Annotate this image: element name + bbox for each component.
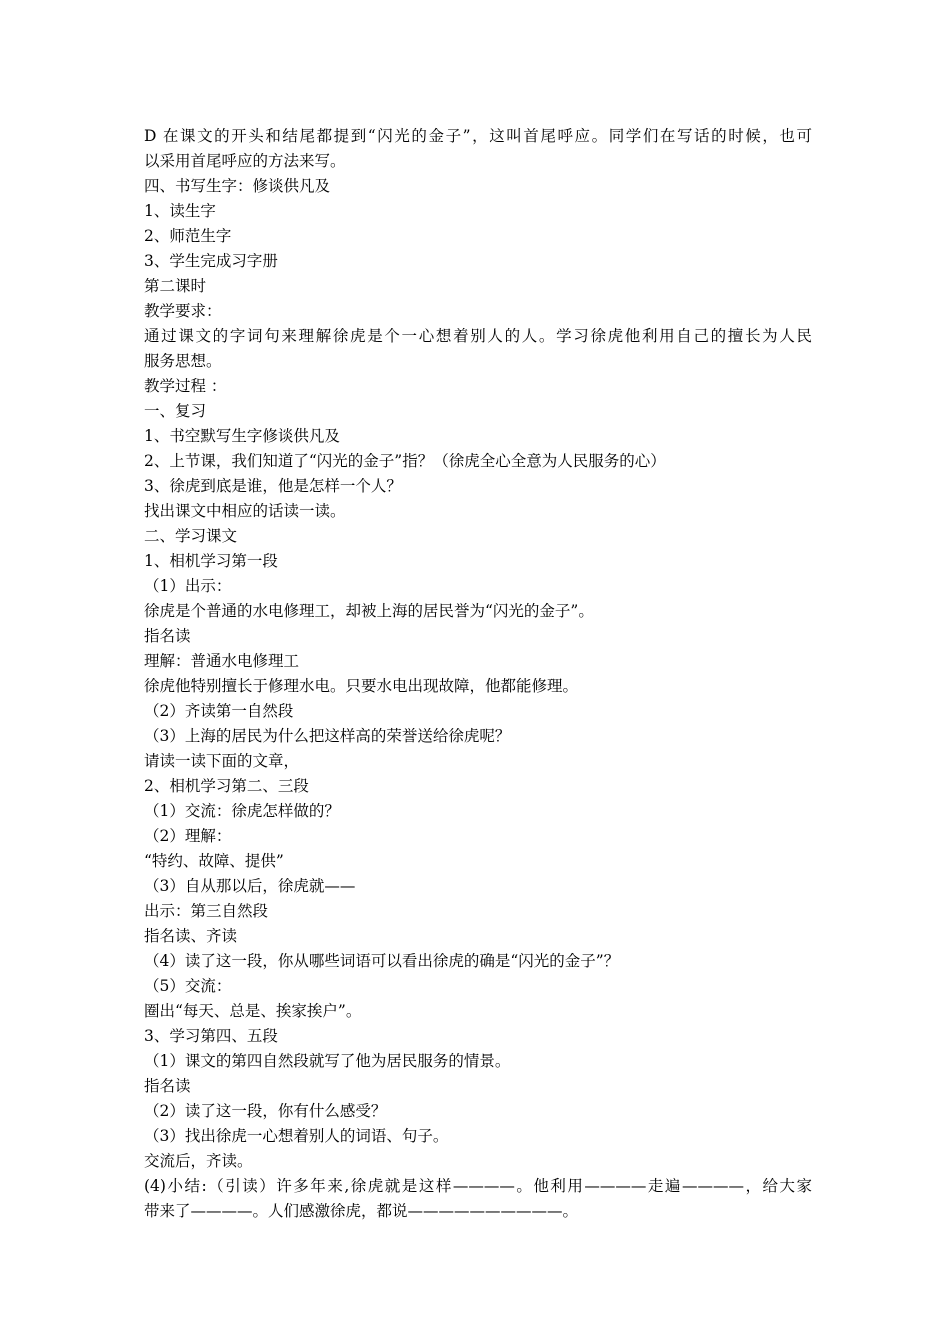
text-line: （4）读了这一段，你从哪些词语可以看出徐虎的确是“闪光的金子”？ [144,952,620,970]
text-line: 1、读生字 [144,202,216,220]
text-line: 3、学习第四、五段 [144,1027,278,1045]
text-line: “特约、故障、提供” [144,852,284,870]
text-line: 以采用首尾呼应的方法来写。 [144,152,346,170]
text-line: 通过课文的字词句来理解徐虎是个一心想着别人的人。学习徐虎他利用自己的擅长为人民 [144,327,812,345]
text-line: 服务思想。 [144,352,222,370]
text-line: 1、书空默写生字修谈供凡及 [144,427,340,445]
text-line: （2）理解： [144,827,232,845]
text-line: （3）自从那以后，徐虎就—— [144,877,356,895]
text-line: （2）齐读第一自然段 [144,702,294,720]
section-heading: 一、复习 [144,402,207,420]
text-line: 2、师范生字 [144,227,232,245]
text-line: （1）交流：徐虎怎样做的？ [144,802,340,820]
text-line: (4)小结:（引读）许多年来,徐虎就是这样————。他利用————走遍————，给大家 [144,1177,812,1195]
text-line: 圈出“每天、总是、挨家挨户”。 [144,1002,362,1020]
text-line: 指名读 [144,627,191,645]
text-line: （1）出示： [144,577,232,595]
text-line: 出示：第三自然段 [144,902,269,920]
text-line: 徐虎是个普通的水电修理工，却被上海的居民誉为“闪光的金子”。 [144,602,594,620]
text-line: 找出课文中相应的话读一读。 [144,502,346,520]
text-line: （3）上海的居民为什么把这样高的荣誉送给徐虎呢？ [144,727,511,745]
text-line: 请读一读下面的文章， [144,752,300,770]
document-body [144,124,812,1224]
text-line: 理解：普通水电修理工 [144,652,300,670]
text-line: 3、徐虎到底是谁，他是怎样一个人？ [144,477,402,495]
text-line: 1、相机学习第一段 [144,552,278,570]
text-line: （1）课文的第四自然段就写了他为居民服务的情景。 [144,1052,511,1070]
section-heading: 教学要求： [144,302,222,320]
section-heading: 教学过程 ： [144,377,227,395]
text-line: 指名读 [144,1077,191,1095]
text-line: （2）读了这一段，你有什么感受？ [144,1102,387,1120]
text-line: （3）找出徐虎一心想着别人的词语、句子。 [144,1127,449,1145]
section-heading: 二、学习课文 [144,527,238,545]
text-line: 带来了————。人们感激徐虎，都说——————————。 [144,1202,579,1220]
text-line: 交流后，齐读。 [144,1152,253,1170]
text-line: 徐虎他特别擅长于修理水电。只要水电出现故障，他都能修理。 [144,677,579,695]
text-line: 2、上节课，我们知道了“闪光的金子”指？（徐虎全心全意为人民服务的心） [144,452,666,470]
text-line: D 在课文的开头和结尾都提到“闪光的金子”，这叫首尾呼应。同学们在写话的时候，也可 [144,127,812,145]
text-line: （5）交流： [144,977,232,995]
text-line: 2、相机学习第二、三段 [144,777,309,795]
text-line: 3、学生完成习字册 [144,252,278,270]
section-heading: 第二课时 [144,277,207,295]
text-line: 指名读、齐读 [144,927,238,945]
section-heading: 四、书写生字：修谈供凡及 [144,177,331,195]
